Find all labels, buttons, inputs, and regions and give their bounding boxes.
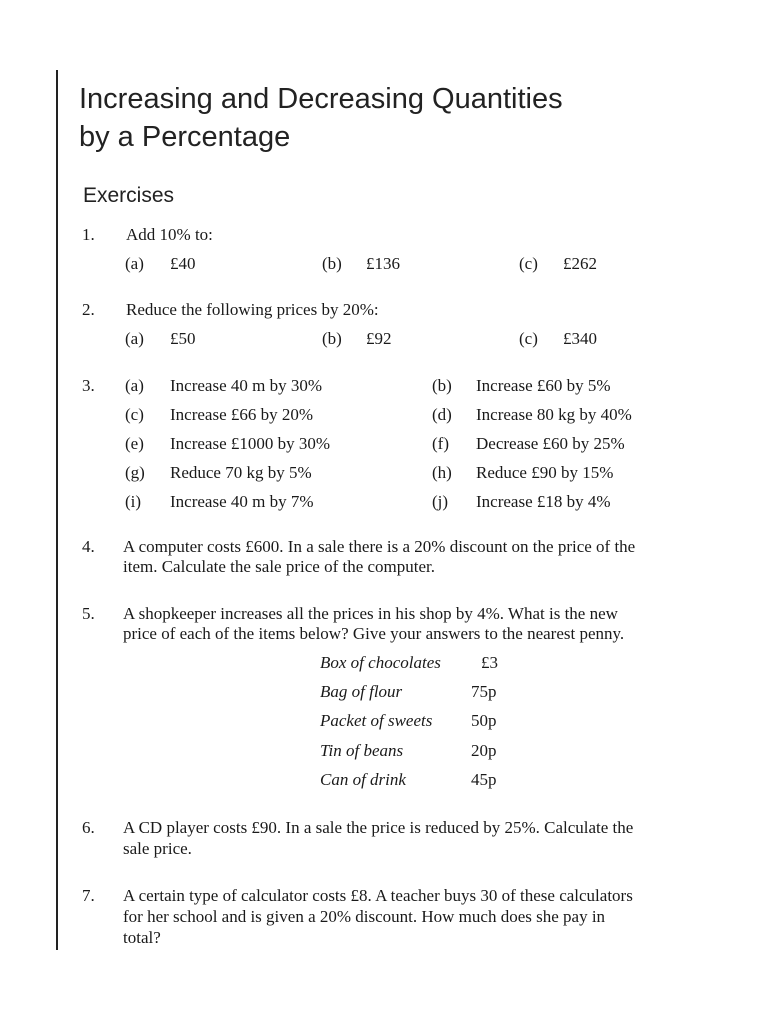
question-number: 3.: [82, 376, 95, 395]
item-name: Bag of flour: [320, 682, 403, 701]
part-value: £340: [563, 329, 597, 348]
part-label: (d): [432, 405, 452, 424]
part-value: £92: [366, 329, 392, 348]
part-text: Increase £60 by 5%: [476, 376, 611, 395]
question-number: 7.: [82, 886, 95, 905]
part-text: Reduce 70 kg by 5%: [170, 463, 312, 482]
item-price: 45p: [471, 770, 497, 789]
item-price: 75p: [471, 682, 497, 701]
part-text: Increase £1000 by 30%: [170, 434, 331, 453]
question-text-line: price of each of the items below? Give your answers to the nearest penny.: [123, 624, 625, 643]
part-text: Increase £66 by 20%: [170, 405, 314, 424]
part-label: (h): [432, 463, 452, 482]
question-text-line: A computer costs £600. In a sale there is a 20% discount on the price of the: [123, 537, 636, 556]
item-name: Tin of beans: [320, 741, 404, 760]
part-label: (a): [125, 254, 144, 273]
part-label: (i): [125, 492, 142, 511]
question-number: 6.: [82, 818, 95, 837]
item-price: 50p: [471, 711, 497, 730]
question-text: Add 10% to:: [126, 225, 213, 244]
margin-rule: [56, 70, 58, 950]
item-name: Can of drink: [320, 770, 406, 789]
part-label: (f): [432, 434, 449, 453]
title-line-2: by a Percentage: [79, 121, 291, 153]
part-label: (c): [519, 329, 538, 348]
part-label: (b): [322, 329, 342, 348]
part-label: (c): [519, 254, 538, 273]
question-text-line: item. Calculate the sale price of the computer.: [123, 557, 436, 576]
title-line-1: Increasing and Decreasing Quantities: [79, 83, 563, 115]
item-name: Box of chocolates: [320, 653, 441, 672]
section-heading: Exercises: [83, 184, 175, 207]
question-number: 2.: [82, 300, 95, 319]
question-text-line: sale price.: [123, 839, 192, 858]
question-text-line: for her school and is given a 20% discount. How much does she pay in: [123, 907, 606, 926]
question-number: 1.: [82, 225, 95, 244]
part-label: (a): [125, 376, 144, 395]
part-label: (b): [432, 376, 452, 395]
question-text-line: A CD player costs £90. In a sale the price is reduced by 25%. Calculate the: [123, 818, 634, 837]
part-label: (a): [125, 329, 144, 348]
part-text: Reduce £90 by 15%: [476, 463, 614, 482]
part-value: £40: [170, 254, 196, 273]
question-text-line: total?: [123, 928, 161, 947]
part-text: Increase 40 m by 7%: [170, 492, 314, 511]
part-label: (c): [125, 405, 144, 424]
question-text-line: A shopkeeper increases all the prices in his shop by 4%. What is the new: [123, 604, 618, 623]
question-text-line: A certain type of calculator costs £8. A teacher buys 30 of these calculators: [123, 886, 633, 905]
item-price: £3: [481, 653, 498, 672]
part-text: Increase 80 kg by 40%: [476, 405, 632, 424]
part-value: £262: [563, 254, 597, 273]
part-value: £136: [366, 254, 400, 273]
part-text: Decrease £60 by 25%: [476, 434, 625, 453]
part-text: Increase 40 m by 30%: [170, 376, 323, 395]
part-text: Increase £18 by 4%: [476, 492, 611, 511]
part-label: (j): [432, 492, 449, 511]
part-label: (e): [125, 434, 144, 453]
item-name: Packet of sweets: [320, 711, 433, 730]
part-value: £50: [170, 329, 196, 348]
question-number: 5.: [82, 604, 95, 623]
item-price: 20p: [471, 741, 497, 760]
question-text: Reduce the following prices by 20%:: [126, 300, 379, 319]
question-number: 4.: [82, 537, 95, 556]
page-title: [79, 80, 739, 156]
part-label: (g): [125, 463, 145, 482]
part-label: (b): [322, 254, 342, 273]
